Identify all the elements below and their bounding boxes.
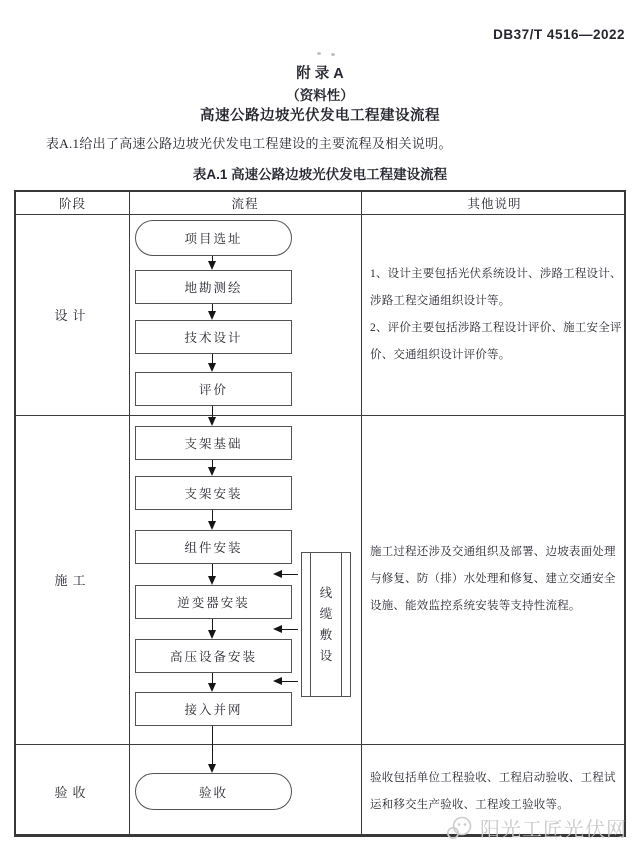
flow-node-project-siting: 项目选址 xyxy=(135,220,292,256)
flow-arrow-left xyxy=(282,629,298,630)
process-table xyxy=(14,190,626,837)
flow-node-support-install: 支架安装 xyxy=(135,476,292,510)
appendix-subtitle: （资料性） xyxy=(286,88,354,103)
flow-arrow-down xyxy=(212,406,213,417)
flow-node-survey: 地勘测绘 xyxy=(135,270,292,304)
note-line: 验收包括单位工程验收、工程启动验收、工程试运和移交生产验收、工程竣工验收等。 xyxy=(370,771,616,811)
standard-number: DB37/T 4516—2022 xyxy=(493,27,625,42)
flow-arrow-left xyxy=(282,574,298,575)
flow-node-grid-connection: 接入并网 xyxy=(135,692,292,726)
watermark-logo-icon xyxy=(445,815,475,841)
flow-arrow-down xyxy=(212,304,213,311)
stage-label-design: 设计 xyxy=(54,308,91,323)
stage-label-construction: 施工 xyxy=(54,573,91,588)
flow-arrow-down xyxy=(212,354,213,363)
note-line: 2、评价主要包括涉路工程设计评价、施工安全评价、交通组织设计评价等。 xyxy=(370,321,622,361)
appendix-title: 附 录 A xyxy=(296,66,344,82)
flow-node-hv-equipment-install: 高压设备安装 xyxy=(135,639,292,673)
flow-arrow-down xyxy=(212,564,213,576)
scan-artifact-dot xyxy=(331,53,335,56)
appendix-heading: 高速公路边坡光伏发电工程建设流程 xyxy=(200,108,440,124)
note-line: 施工过程还涉及交通组织及部署、边坡表面处理与修复、防（排）水处理和修复、建立交通安全设施、能效监控系统安装等支持性流程。 xyxy=(370,546,616,612)
flow-arrow-down xyxy=(212,510,213,521)
col-header-stage: 阶段 xyxy=(58,197,86,211)
scan-artifact-dot xyxy=(317,52,321,55)
flow-arrow-down xyxy=(212,673,213,683)
flow-arrow-down xyxy=(212,460,213,467)
flow-node-module-install: 组件安装 xyxy=(135,530,292,564)
flow-node-support-foundation: 支架基础 xyxy=(135,426,292,460)
flow-node-inverter-install: 逆变器安装 xyxy=(135,585,292,619)
flow-node-acceptance: 验收 xyxy=(135,773,292,810)
stage-label-acceptance: 验收 xyxy=(54,785,91,800)
table-caption: 表A.1 高速公路边坡光伏发电工程建设流程 xyxy=(192,167,448,182)
cable-laying-label: 线缆敷设 xyxy=(319,585,333,663)
flow-arrow-down xyxy=(212,256,213,261)
note-line: 1、设计主要包括光伏系统设计、涉路工程设计、涉路工程交通组织设计等。 xyxy=(370,267,622,307)
col-header-notes: 其他说明 xyxy=(467,197,522,211)
flow-arrow-down xyxy=(212,726,213,764)
flowchart xyxy=(16,192,628,839)
col-header-process: 流程 xyxy=(231,197,259,211)
flow-node-evaluation: 评价 xyxy=(135,372,292,406)
watermark-text: 阳光工匠光伏网 xyxy=(480,819,627,841)
flow-arrow-left xyxy=(282,681,298,682)
flow-arrow-down xyxy=(212,619,213,630)
flow-node-cable-laying xyxy=(301,552,351,697)
watermark xyxy=(445,813,627,842)
flow-node-technical-design: 技术设计 xyxy=(135,320,292,354)
intro-paragraph: 表A.1给出了高速公路边坡光伏发电工程建设的主要流程及相关说明。 xyxy=(46,136,452,151)
